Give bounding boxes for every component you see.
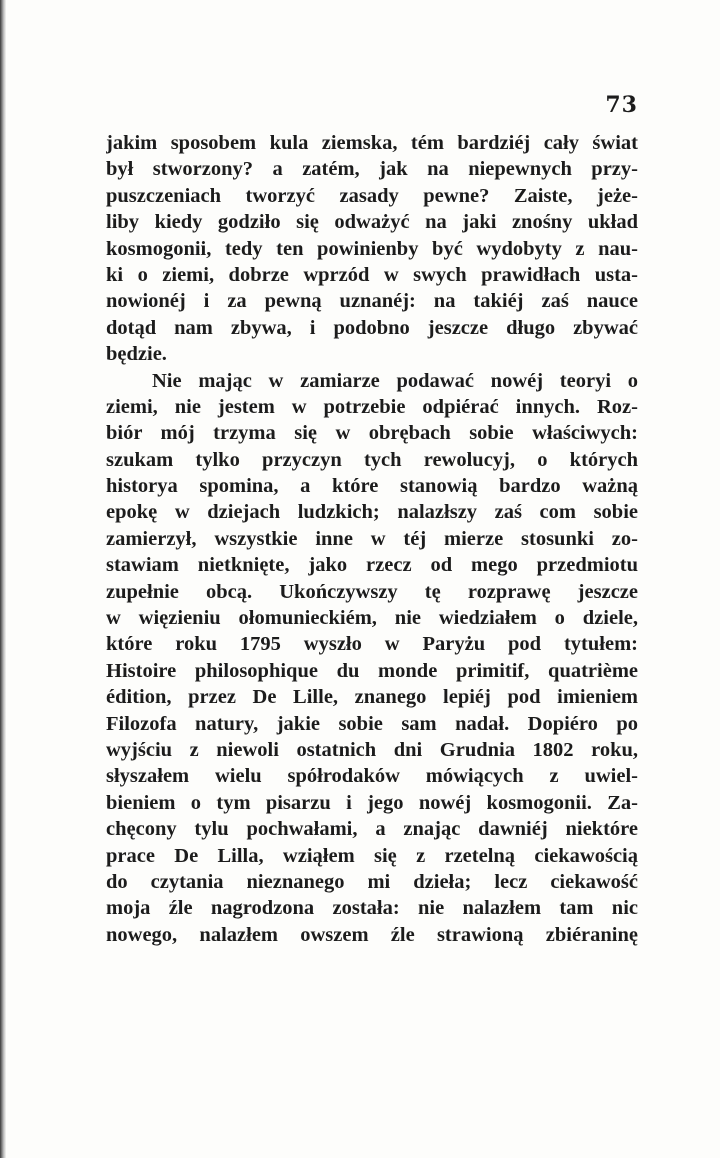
text-line: nowego, nalazłem owszem źle strawioną zbiéraninę xyxy=(106,923,638,946)
text-line: moja źle nagrodzona została: nie nalazłem tam nic xyxy=(106,897,638,920)
text-line: słyszałem wielu spółrodaków mówiących z uwiel- xyxy=(106,765,638,788)
page-number: 73 xyxy=(605,92,638,118)
text-line-paragraph-end: będzie. xyxy=(106,343,167,366)
text-line: historya spomina, a które stanowią bardzo ważną xyxy=(106,475,638,498)
text-line: ziemi, nie jestem w potrzebie odpiérać innych. Roz- xyxy=(106,395,638,418)
text-line: wyjściu z niewoli ostatnich dni Grudnia 1802 roku, xyxy=(106,738,638,761)
text-line: kosmogonii, tedy ten powinienby być wydobyty z nau- xyxy=(106,237,638,260)
body-text xyxy=(106,130,638,948)
text-line: biór mój trzyma się w obrębach sobie właściwych: xyxy=(106,422,638,445)
text-line: epokę w dziejach ludzkich; nalazłszy zaś com sobie xyxy=(106,501,638,524)
text-line: stawiam nietknięte, jako rzecz od mego przedmiotu xyxy=(106,554,638,577)
text-line: jakim sposobem kula ziemska, tém bardziéj cały świat xyxy=(106,132,638,154)
page-binding-edge xyxy=(0,0,6,1158)
text-line: prace De Lilla, wziąłem się z rzetelną ciekawością xyxy=(106,844,638,867)
text-line: ki o ziemi, dobrze wprzód w swych prawidłach usta- xyxy=(106,263,638,286)
text-line: Filozofa natury, jakie sobie sam nadał. Dopiéro po xyxy=(106,712,638,735)
text-line: bieniem o tym pisarzu i jego nowéj kosmogonii. Za- xyxy=(106,791,638,814)
text-line: chęcony tylu pochwałami, a znając dawniéj niektóre xyxy=(106,818,638,841)
text-line: Histoire philosophique du monde primitif, quatrième xyxy=(106,659,638,682)
text-line: dotąd nam zbywa, i podobno jeszcze długo zbywać xyxy=(106,316,638,339)
text-line: puszczeniach tworzyć zasady pewne? Zaiste, jeże- xyxy=(106,184,638,207)
text-line: do czytania nieznanego mi dzieła; lecz ciekawość xyxy=(106,870,638,893)
text-line: nowionéj i za pewną uznanéj: na takiéj zaś nauce xyxy=(106,290,638,313)
text-line: szukam tylko przyczyn tych rewolucyj, o których xyxy=(106,448,638,471)
text-line: édition, przez De Lille, znanego lepiéj pod imieniem xyxy=(106,686,638,709)
text-line: które roku 1795 wyszło w Paryżu pod tytułem: xyxy=(106,633,638,656)
text-line-paragraph-start: Nie mając w zamiarze podawać nowéj teoryi o xyxy=(152,369,638,392)
text-line: w więzieniu ołomunieckiém, nie wiedziałem o dziele, xyxy=(106,607,638,630)
text-line: był stworzony? a zatém, jak na niepewnych przy- xyxy=(106,158,638,181)
text-line: liby kiedy godziło się odważyć na jaki znośny układ xyxy=(106,211,638,234)
text-line: zupełnie obcą. Ukończywszy tę rozprawę jeszcze xyxy=(106,580,638,603)
text-line: zamierzył, wszystkie inne w téj mierze stosunki zo- xyxy=(106,527,638,550)
